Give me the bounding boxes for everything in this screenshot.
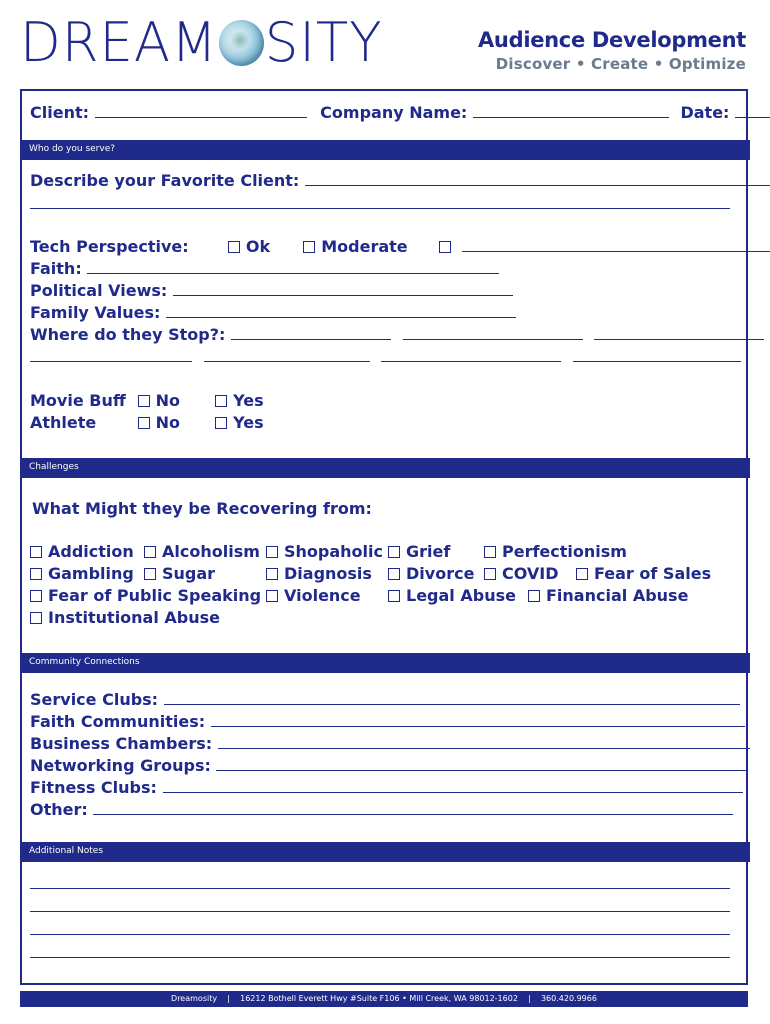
stop-field-5[interactable] — [204, 347, 370, 362]
globe-icon — [219, 20, 264, 66]
legal-abuse-label: Legal Abuse — [406, 586, 516, 605]
tech-ok-checkbox[interactable] — [228, 241, 240, 253]
top-fields-row — [30, 103, 770, 123]
favorite-client-line-2[interactable] — [30, 208, 730, 209]
business-chambers-field[interactable] — [218, 734, 750, 749]
other-row — [30, 800, 733, 820]
logo-text-right: SITY — [264, 11, 383, 74]
section-band-serve — [20, 140, 750, 160]
faith-communities-field[interactable] — [211, 712, 745, 727]
movie-buff-no-checkbox[interactable] — [138, 395, 150, 407]
section-band-community — [20, 653, 750, 673]
athlete-yes-checkbox[interactable] — [215, 417, 227, 429]
diagnosis-checkbox[interactable] — [266, 568, 278, 580]
date-field[interactable] — [735, 103, 770, 118]
page-subtitle: Discover • Create • Optimize — [495, 55, 746, 73]
diagnosis-label: Diagnosis — [284, 564, 372, 583]
perfectionism-checkbox[interactable] — [484, 546, 496, 558]
stop-field-3[interactable] — [594, 325, 764, 340]
fitness-clubs-field[interactable] — [163, 778, 743, 793]
fitness-clubs-row — [30, 778, 743, 798]
alcoholism-checkbox[interactable] — [144, 546, 156, 558]
tech-moderate-label: Moderate — [321, 237, 408, 256]
notes-line-1[interactable] — [30, 888, 730, 889]
favorite-client-field[interactable] — [305, 171, 770, 186]
tech-ok-label: Ok — [245, 237, 271, 256]
stop-field-1[interactable] — [231, 325, 391, 340]
sugar-label: Sugar — [162, 564, 216, 583]
other-label: Other: — [30, 800, 88, 819]
faith-label: Faith: — [30, 259, 82, 278]
challenges-row-2 — [30, 564, 711, 584]
movie-buff-no-label: No — [155, 391, 180, 410]
financial-abuse-checkbox[interactable] — [528, 590, 540, 602]
shopaholic-label: Shopaholic — [284, 542, 383, 561]
political-field[interactable] — [173, 281, 513, 296]
service-clubs-field[interactable] — [164, 690, 740, 705]
tech-other-checkbox[interactable] — [439, 241, 451, 253]
notes-line-3[interactable] — [30, 934, 730, 935]
company-field[interactable] — [473, 103, 669, 118]
section-band-notes — [20, 842, 750, 862]
stop-field-4[interactable] — [30, 347, 192, 362]
date-label: Date: — [680, 103, 730, 122]
dreamosity-logo — [20, 12, 390, 74]
faith-communities-row — [30, 712, 745, 732]
political-label: Political Views: — [30, 281, 168, 300]
footer-bar: Dreamosity | 16212 Bothell Everett Hwy #Suite F106 • Mill Creek, WA 98012-1602 | 360.420.9966 — [20, 991, 748, 1007]
challenges-row-4 — [30, 608, 220, 628]
institutional-abuse-checkbox[interactable] — [30, 612, 42, 624]
recovering-question: What Might they be Recovering from: — [32, 499, 372, 518]
sugar-checkbox[interactable] — [144, 568, 156, 580]
stop-row-2 — [30, 347, 741, 367]
family-field[interactable] — [166, 303, 516, 318]
violence-label: Violence — [284, 586, 361, 605]
challenges-row-1 — [30, 542, 627, 562]
divorce-checkbox[interactable] — [388, 568, 400, 580]
movie-buff-label: Movie Buff — [30, 391, 126, 410]
gambling-checkbox[interactable] — [30, 568, 42, 580]
tech-moderate-checkbox[interactable] — [303, 241, 315, 253]
athlete-no-checkbox[interactable] — [138, 417, 150, 429]
stop-label: Where do they Stop?: — [30, 325, 226, 344]
divorce-label: Divorce — [406, 564, 475, 583]
challenges-row-3 — [30, 586, 688, 606]
violence-checkbox[interactable] — [266, 590, 278, 602]
political-row — [30, 281, 513, 301]
athlete-no-label: No — [155, 413, 180, 432]
tech-label: Tech Perspective: — [30, 237, 189, 256]
fear-of-public-speaking-checkbox[interactable] — [30, 590, 42, 602]
addiction-label: Addiction — [48, 542, 134, 561]
section-band-challenges — [20, 458, 750, 478]
fear-of-public-speaking-label: Fear of Public Speaking — [48, 586, 262, 605]
notes-line-4[interactable] — [30, 957, 730, 958]
tech-other-field[interactable] — [462, 237, 770, 252]
client-field[interactable] — [95, 103, 307, 118]
stop-field-2[interactable] — [403, 325, 583, 340]
logo-text-left: DREAM — [20, 11, 218, 74]
athlete-label: Athlete — [30, 413, 97, 432]
section-title-serve: Who do you serve? — [29, 144, 116, 154]
faith-communities-label: Faith Communities: — [30, 712, 206, 731]
faith-row — [30, 259, 499, 279]
header-block — [478, 28, 746, 73]
business-chambers-label: Business Chambers: — [30, 734, 213, 753]
page-title: Audience Development — [477, 28, 746, 52]
other-field[interactable] — [93, 800, 733, 815]
tech-row — [30, 237, 770, 257]
networking-groups-field[interactable] — [216, 756, 746, 771]
favorite-client-label: Describe your Favorite Client: — [30, 171, 300, 190]
notes-line-2[interactable] — [30, 911, 730, 912]
shopaholic-checkbox[interactable] — [266, 546, 278, 558]
favorite-client-row — [30, 171, 770, 191]
addiction-checkbox[interactable] — [30, 546, 42, 558]
financial-abuse-label: Financial Abuse — [546, 586, 689, 605]
service-clubs-label: Service Clubs: — [30, 690, 159, 709]
fitness-clubs-label: Fitness Clubs: — [30, 778, 157, 797]
networking-groups-label: Networking Groups: — [30, 756, 211, 775]
athlete-row — [30, 413, 264, 433]
family-row — [30, 303, 516, 323]
institutional-abuse-label: Institutional Abuse — [48, 608, 221, 627]
section-title-community: Community Connections — [29, 657, 140, 667]
athlete-yes-label: Yes — [233, 413, 264, 432]
fear-of-sales-label: Fear of Sales — [594, 564, 712, 583]
section-title-notes: Additional Notes — [29, 846, 104, 856]
company-label: Company Name: — [320, 103, 468, 122]
grief-label: Grief — [406, 542, 451, 561]
movie-buff-yes-checkbox[interactable] — [215, 395, 227, 407]
stop-row — [30, 325, 764, 345]
client-label: Client: — [30, 103, 89, 122]
business-chambers-row — [30, 734, 750, 754]
service-clubs-row — [30, 690, 740, 710]
legal-abuse-checkbox[interactable] — [388, 590, 400, 602]
covid-label: COVID — [502, 564, 559, 583]
fear-of-sales-checkbox[interactable] — [576, 568, 588, 580]
gambling-label: Gambling — [48, 564, 134, 583]
grief-checkbox[interactable] — [388, 546, 400, 558]
form-frame — [20, 89, 748, 985]
section-title-challenges: Challenges — [29, 462, 79, 472]
movie-buff-row — [30, 391, 264, 411]
family-label: Family Values: — [30, 303, 161, 322]
faith-field[interactable] — [87, 259, 499, 274]
stop-field-6[interactable] — [381, 347, 561, 362]
covid-checkbox[interactable] — [484, 568, 496, 580]
alcoholism-label: Alcoholism — [162, 542, 260, 561]
movie-buff-yes-label: Yes — [233, 391, 264, 410]
stop-field-7[interactable] — [573, 347, 741, 362]
networking-groups-row — [30, 756, 746, 776]
perfectionism-label: Perfectionism — [502, 542, 627, 561]
